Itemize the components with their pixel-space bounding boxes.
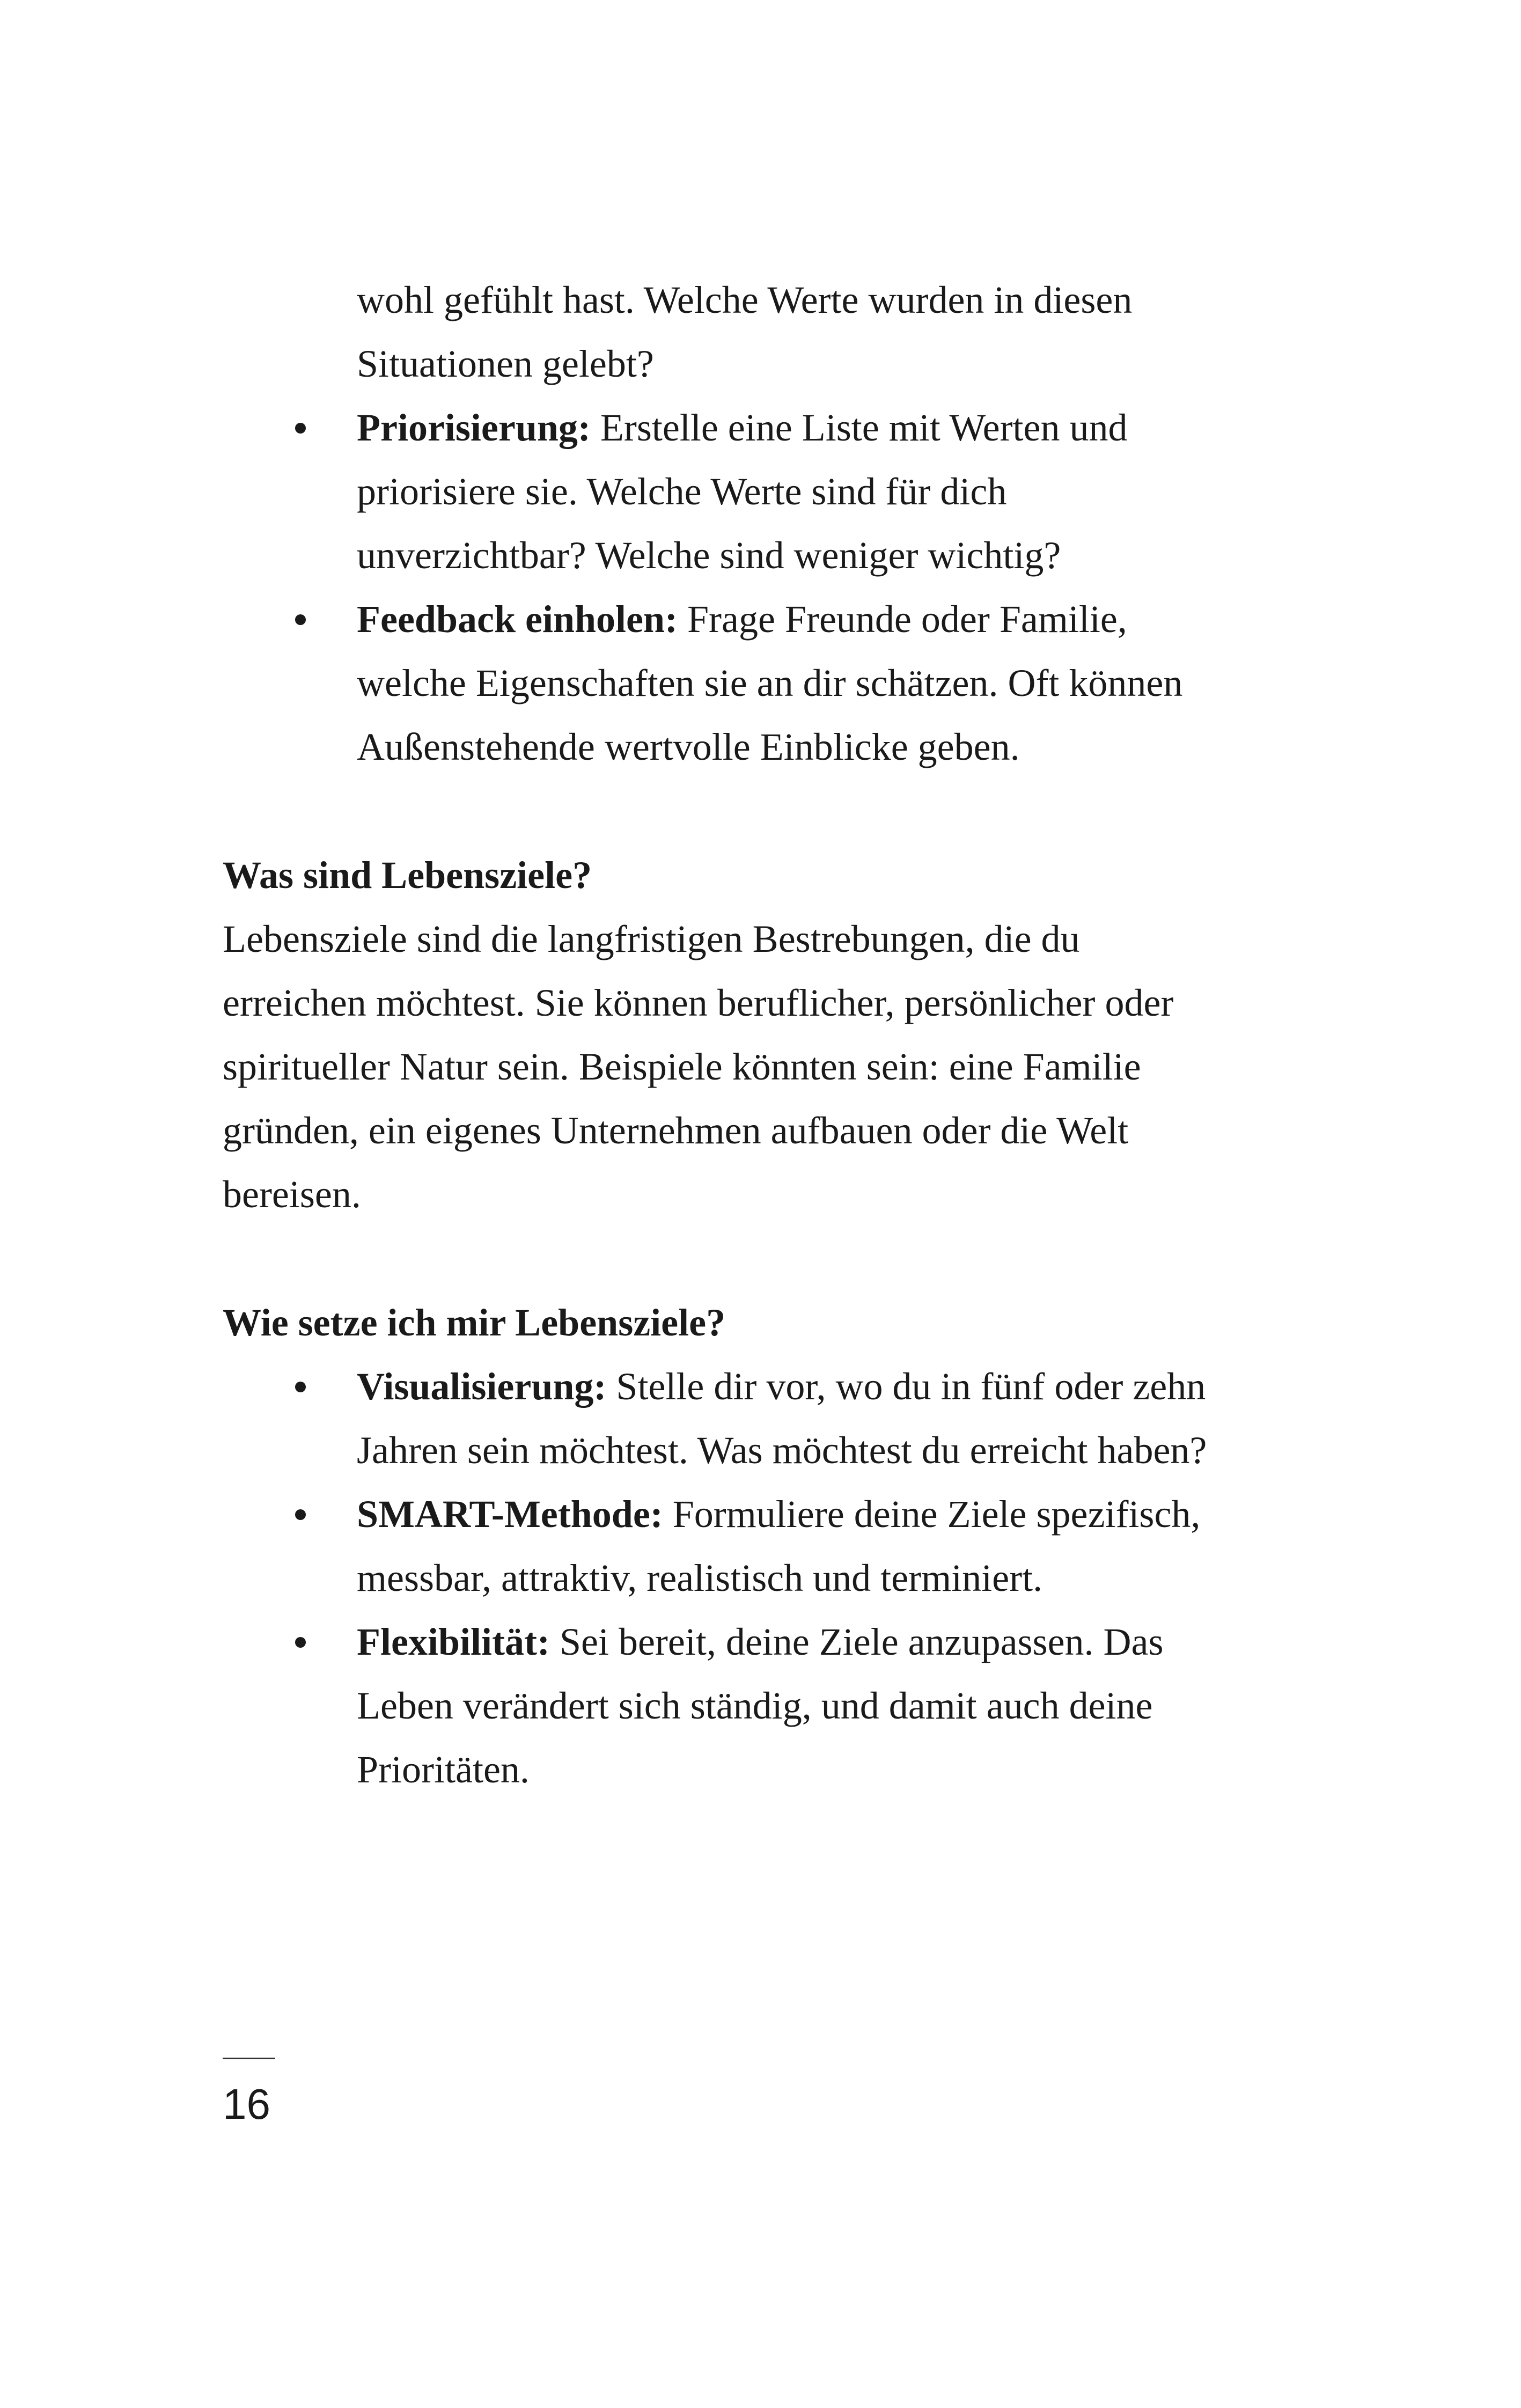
values-method-list [223,268,1215,779]
list-item-term: Priorisierung: [357,406,591,449]
page-number: 16 [223,2080,270,2128]
bullet-icon [295,423,306,434]
list-item-priorisierung [223,396,1215,588]
bullet-icon [295,1637,306,1648]
section-paragraph-lebensziele: Lebensziele sind die langfristigen Bestrebungen, die du erreichen möchtest. Sie können beruflicher, persönlicher oder spiritueller Natur sein. Beispiele könnten sein: eine Familie gründen, ein eigenes Unternehmen aufbauen oder die Welt bereisen. [223,917,1174,1216]
list-item-visualisierung [223,1355,1215,1482]
goal-setting-list [223,1355,1215,1802]
list-item-term: Visualisierung: [357,1365,607,1408]
list-item-text: Frage Freunde oder Familie, welche Eigenschaften sie an dir schätzen. Oft können Außenstehende wertvolle Einblicke geben. [357,598,1183,768]
list-item-term: Feedback einholen: [357,598,678,641]
list-item-term: Flexibilität: [357,1620,550,1663]
list-item-term: SMART-Methode: [357,1493,663,1536]
section-heading-ziele-setzen: Wie setze ich mir Lebensziele? [223,1301,726,1344]
bullet-icon [295,614,306,625]
page-content [223,268,1215,1802]
list-item-text: Sei bereit, deine Ziele anzupassen. Das Leben verändert sich ständig, und damit auch deine Prioritäten. [357,1620,1164,1791]
list-item-text: Formuliere deine Ziele spezifisch, messbar, attraktiv, realistisch und terminiert. [357,1493,1201,1599]
footer-divider [223,2058,275,2059]
bullet-icon [295,1382,306,1392]
list-item-text: wohl gefühlt hast. Welche Werte wurden in diesen Situationen gelebt? [357,278,1133,385]
list-item-smart [223,1482,1215,1610]
section-heading-lebensziele: Was sind Lebensziele? [223,854,592,897]
bullet-icon [295,1509,306,1520]
list-item-text: Erstelle eine Liste mit Werten und priorisiere sie. Welche Werte sind für dich unverzichtbar? Welche sind weniger wichtig? [357,406,1128,577]
list-item-continuation [223,268,1215,396]
list-item-text: Stelle dir vor, wo du in fünf oder zehn Jahren sein möchtest. Was möchtest du erreicht haben? [357,1365,1207,1472]
list-item-flexibilitaet [223,1610,1215,1802]
list-item-feedback [223,588,1215,779]
